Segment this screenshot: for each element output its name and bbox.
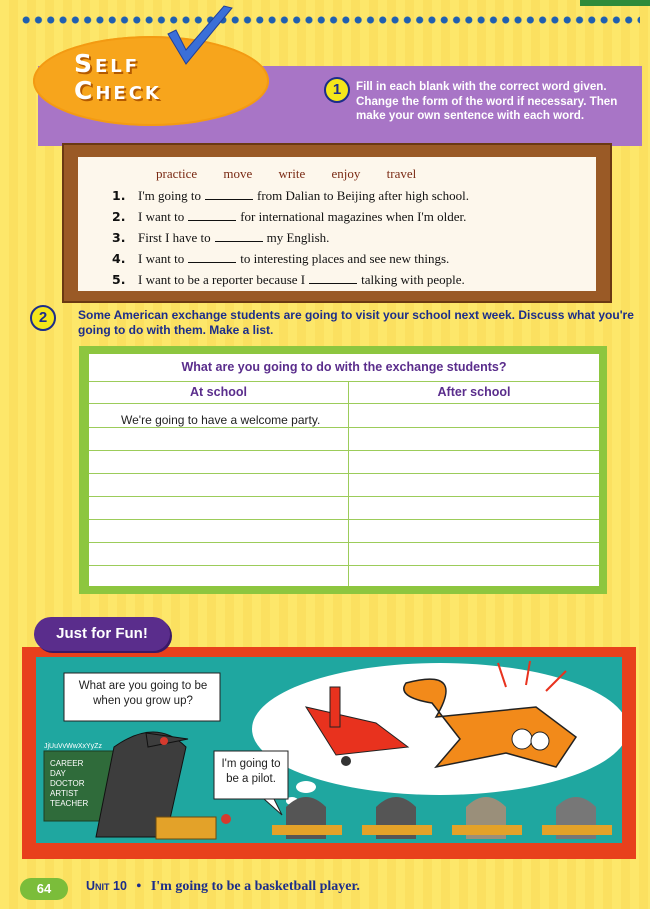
self-check-title-line1: Self: [74, 49, 141, 78]
table-row-line: [89, 450, 599, 451]
board-line: DOCTOR: [50, 779, 85, 788]
checkmark-icon: [160, 4, 240, 74]
column-header-after-school: After school: [437, 385, 511, 399]
footer-running-title: [86, 879, 360, 895]
column-divider: [348, 381, 349, 586]
table-row-line: [89, 542, 599, 543]
sentence-before: I want to: [138, 209, 185, 224]
word-bank-item: enjoy: [331, 166, 361, 181]
blank-line[interactable]: [205, 199, 253, 200]
exercise1-box: [62, 143, 612, 303]
sentence-before: I'm going to: [138, 188, 202, 203]
sentence-after: my English.: [266, 230, 330, 245]
exercise2-table: [89, 354, 599, 586]
corner-strip: [580, 0, 650, 6]
blank-line[interactable]: [215, 241, 263, 242]
table-row-line: [89, 496, 599, 497]
cartoon-panel: [36, 657, 622, 843]
sentence-after: for international magazines when I'm older.: [240, 209, 467, 224]
table-row-line: [89, 473, 599, 474]
student-speech-text: I'm going to be a pilot.: [221, 758, 281, 785]
sentence-number: 4.: [112, 251, 126, 266]
board-line: DAY: [50, 769, 66, 778]
exercise2-box: [79, 346, 607, 594]
sentence-before: I want to: [138, 251, 185, 266]
self-check-title: [74, 50, 162, 104]
exercise2-instruction: Some American exchange students are going to visit your school next week. Discuss what you're going to do with them. Make a list.: [78, 308, 634, 337]
sentence-before: I want to be a reporter because I: [138, 272, 306, 287]
word-bank-item: practice: [156, 166, 198, 181]
exercise1-instruction: Fill in each blank with the correct word given. Change the form of the word if necessary. Then make your own sentence with each word.: [356, 80, 618, 122]
board-line: TEACHER: [50, 799, 89, 808]
word-bank-item: move: [223, 166, 253, 181]
sentence-number: 2.: [112, 209, 126, 224]
table-row-line: [89, 565, 599, 566]
footer-separator: •: [136, 879, 142, 894]
footer-title: I'm going to be a basketball player.: [150, 879, 360, 894]
exercise1-inner: [78, 157, 596, 291]
table-title: What are you going to do with the exchange students?: [181, 360, 507, 374]
word-bank-item: write: [278, 166, 306, 181]
self-check-title-line2: Check: [74, 76, 162, 105]
table-row-line: [89, 519, 599, 520]
word-bank-item: travel: [386, 166, 417, 181]
word-bank: [156, 166, 439, 182]
column-header-at-school: At school: [190, 385, 247, 399]
sentence-after: from Dalian to Beijing after high school.: [257, 188, 469, 203]
blank-line[interactable]: [188, 262, 236, 263]
cartoon-frame: [22, 647, 636, 859]
board-text: [50, 759, 110, 809]
dotted-border: [20, 14, 640, 26]
exercise1-number-badge: 1: [324, 77, 350, 103]
page-number: 64: [20, 878, 68, 900]
teacher-speech-text: What are you going to be when you grow up?: [78, 680, 208, 707]
student-rats: [272, 797, 612, 839]
footer-unit: Unit 10: [86, 879, 127, 893]
just-for-fun-label: Just for Fun!: [34, 617, 170, 651]
teacher-desk: [156, 817, 216, 839]
board-line: CAREER: [50, 759, 84, 768]
apple-icon: [221, 814, 231, 824]
table-row-line: [89, 427, 599, 428]
board-line: ARTIST: [50, 789, 79, 798]
sentence-before: First I have to: [138, 230, 211, 245]
sentence-after: to interesting places and see new things.: [240, 251, 450, 266]
blank-line[interactable]: [309, 283, 357, 284]
blank-line[interactable]: [188, 220, 236, 221]
sentence-after: talking with people.: [361, 272, 465, 287]
board-alphabet: JjUuVvWwXxYyZz: [44, 743, 102, 750]
sentence-number: 3.: [112, 230, 126, 245]
sentence-number: 5.: [112, 272, 126, 287]
sample-answer: We're going to have a welcome party.: [121, 413, 321, 427]
table-divider: [89, 403, 599, 404]
sentence-number: 1.: [112, 188, 126, 203]
exercise2-number-badge: 2: [30, 305, 56, 331]
